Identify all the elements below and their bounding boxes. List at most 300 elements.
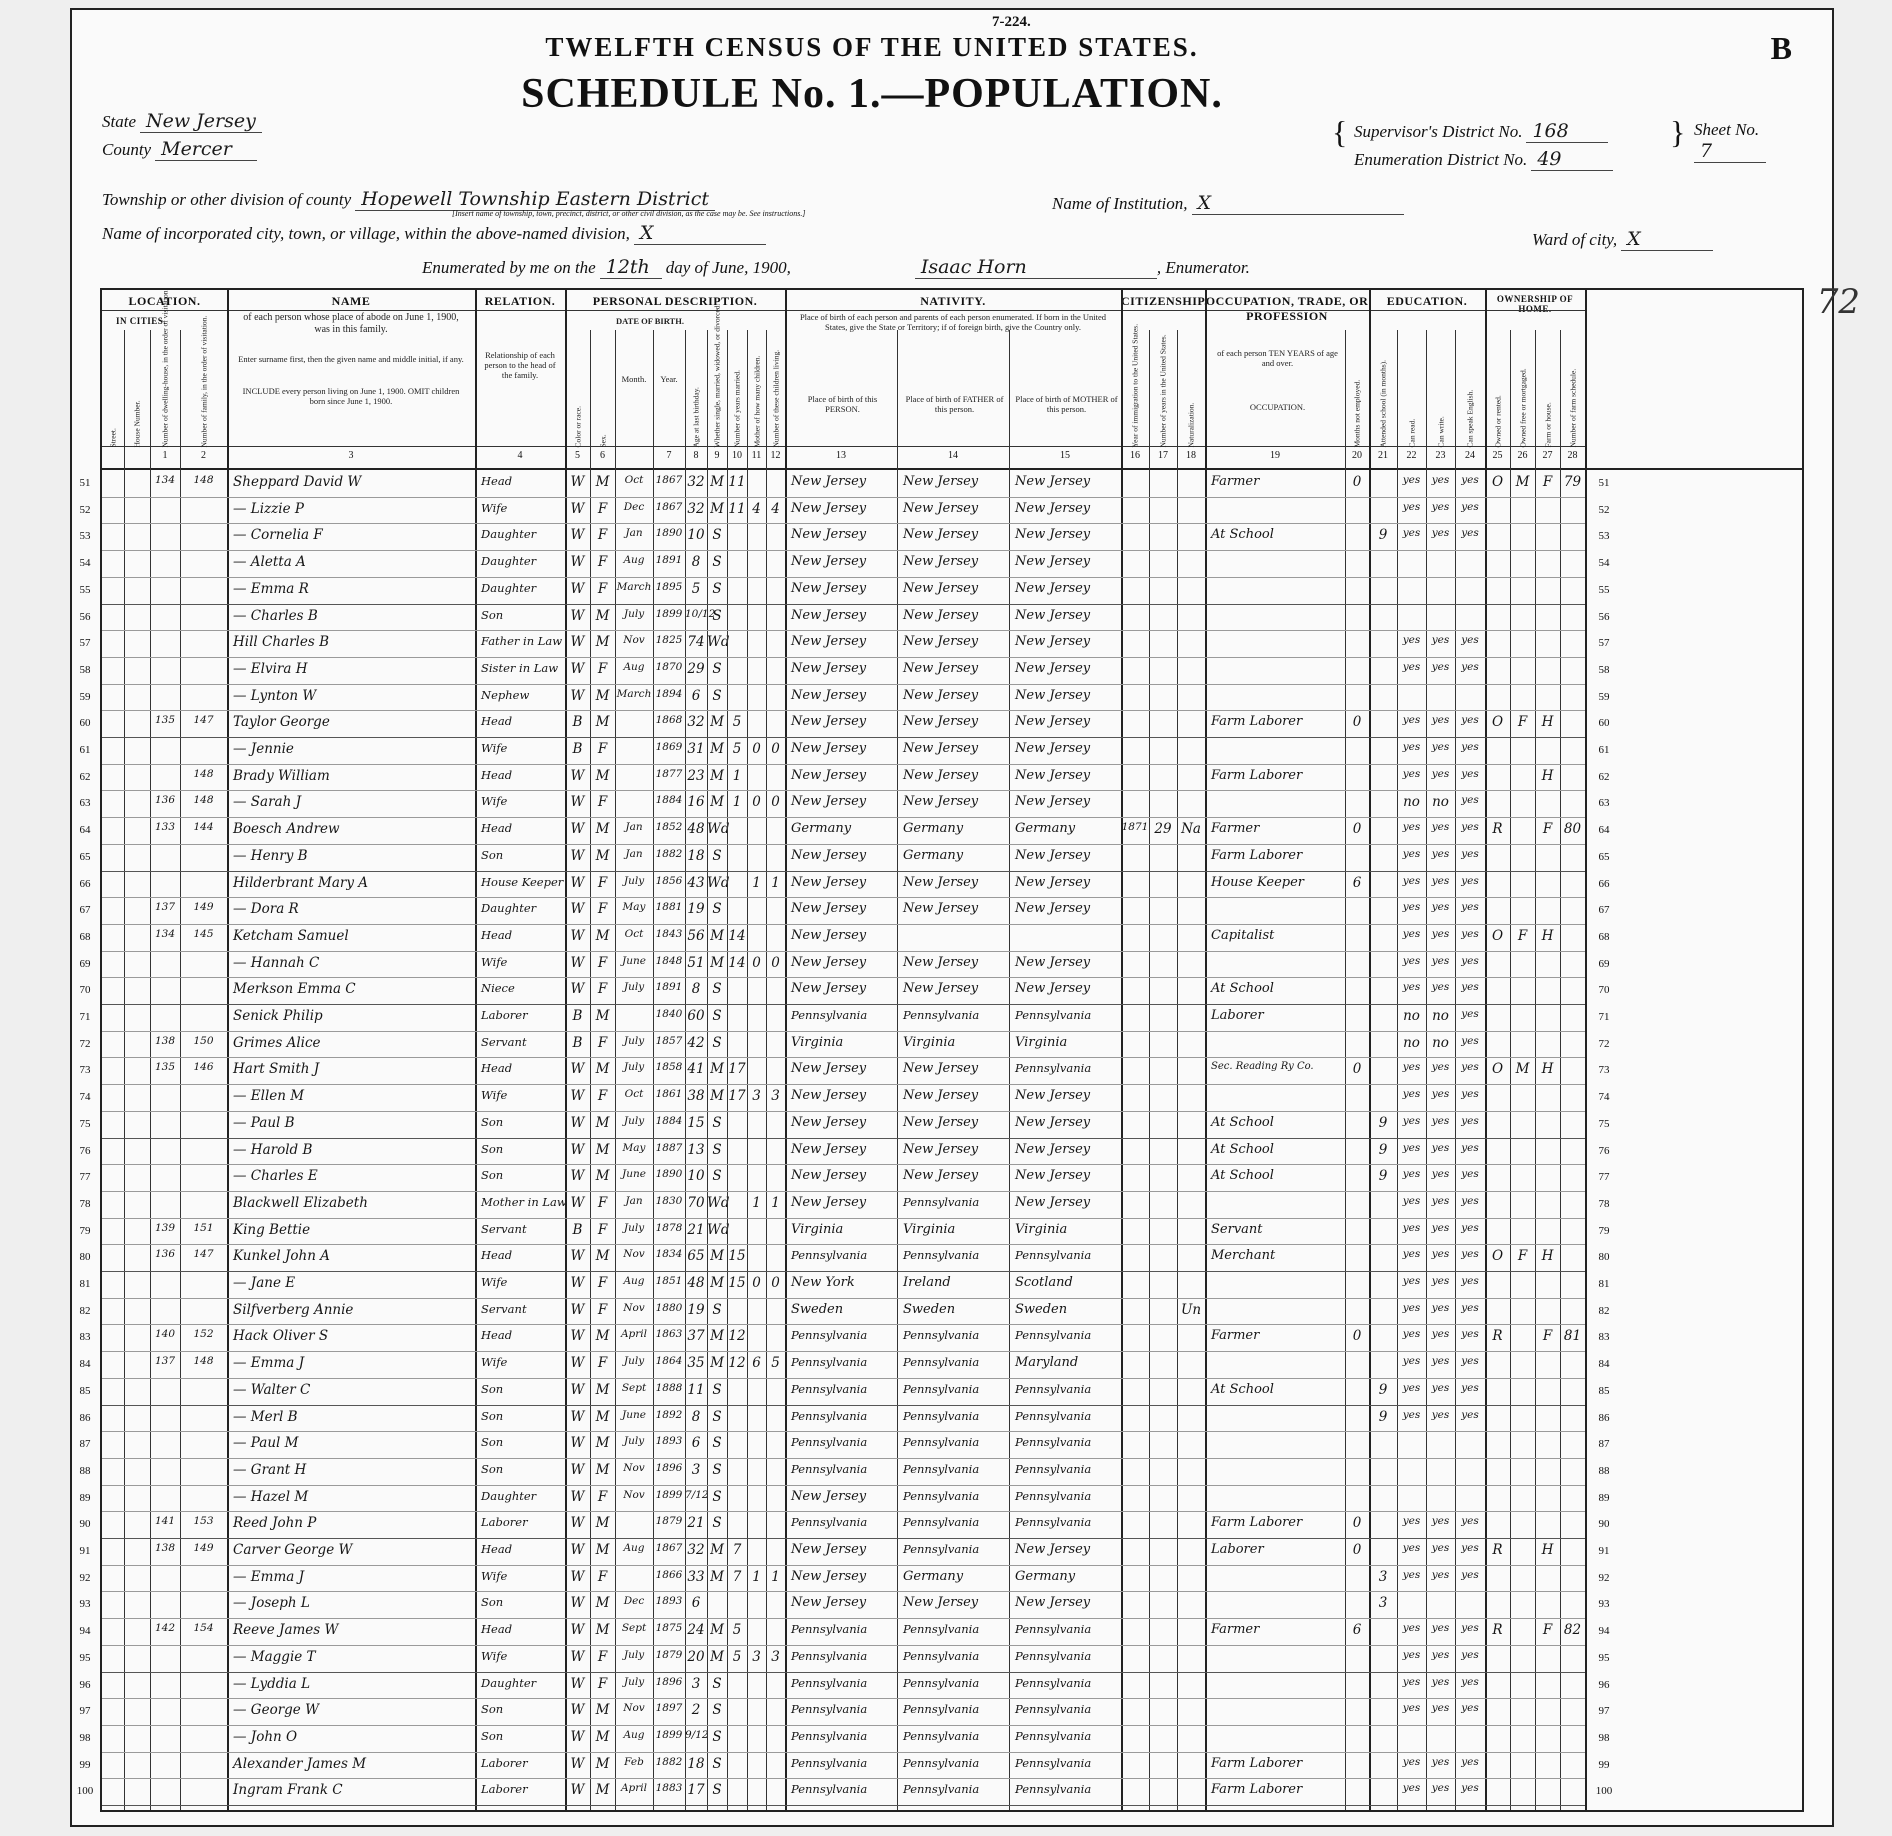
cell-rel: Wife	[481, 1648, 508, 1663]
cell-bp: Pennsylvania	[791, 1328, 868, 1343]
row-number: 63	[79, 797, 91, 810]
column-rule	[727, 330, 728, 1810]
cell-bf: New Jersey	[903, 1595, 979, 1611]
cell-mar: S	[712, 1488, 722, 1505]
column-rule	[747, 330, 748, 1810]
cell-bf: Germany	[903, 847, 964, 863]
cell-en: yes	[1461, 1648, 1479, 1661]
row-number: 75	[1598, 1117, 1610, 1130]
cell-name: Alexander James M	[233, 1755, 367, 1772]
cell-wr: yes	[1431, 927, 1450, 940]
cell-name: — Elvira H	[233, 660, 308, 677]
name-desc-3: INCLUDE every person living on June 1, 1900. OMIT children born since June 1, 1900.	[242, 386, 460, 406]
cell-bp: New Jersey	[791, 1595, 867, 1611]
cell-bf: Pennsylvania	[903, 1461, 980, 1476]
cell-mar: S	[712, 1728, 722, 1745]
cell-ym: 7	[732, 1568, 742, 1585]
row-rule	[102, 737, 1585, 738]
cell-mo: Nov	[623, 1248, 645, 1261]
cell-wr: yes	[1431, 954, 1450, 967]
township-line	[102, 188, 715, 211]
cell-bm: Virginia	[1015, 1221, 1068, 1237]
row-number: 79	[1598, 1224, 1610, 1237]
cell-occ: Farmer	[1211, 821, 1260, 837]
cell-en: yes	[1461, 1194, 1479, 1207]
cell-dw: 140	[154, 1328, 176, 1341]
row-number: 90	[79, 1518, 91, 1531]
cell-sex: M	[595, 1248, 610, 1265]
cell-en: yes	[1461, 1248, 1479, 1261]
group-location: LOCATION.	[128, 294, 201, 308]
cell-name: — Sarah J	[233, 794, 301, 811]
cell-rd: yes	[1402, 901, 1421, 914]
row-rule	[102, 523, 1585, 524]
cell-bf: Pennsylvania	[903, 1248, 980, 1263]
cell-occ: House Keeper	[1211, 874, 1305, 890]
cell-bm: New Jersey	[1015, 847, 1091, 863]
row-number: 61	[79, 744, 91, 756]
cell-occ: Farm Laborer	[1211, 767, 1303, 783]
cell-mo: Sept	[621, 1381, 647, 1394]
cell-bf: Pennsylvania	[903, 1675, 980, 1690]
column-rule	[1009, 330, 1010, 1810]
column-rule	[1510, 330, 1511, 1810]
cell-nat: Un	[1180, 1301, 1202, 1318]
cell-color: B	[572, 1221, 583, 1238]
cell-wr: no	[1432, 794, 1449, 811]
cell-age: 18	[687, 847, 705, 864]
cell-en: yes	[1461, 1034, 1479, 1047]
row-rule	[102, 1138, 1585, 1139]
cell-rd: yes	[1402, 741, 1421, 753]
cell-yr: 1880	[655, 1301, 683, 1314]
cell-bp: New Jersey	[791, 474, 867, 489]
cell-rd: yes	[1402, 847, 1421, 860]
row-number: 55	[79, 583, 91, 596]
cell-rd: yes	[1402, 1542, 1421, 1554]
row-rule	[102, 1271, 1585, 1272]
cell-wr: yes	[1431, 1194, 1450, 1207]
cell-rd: yes	[1402, 1515, 1421, 1528]
cell-me: 0	[1352, 1061, 1362, 1078]
cell-mar: M	[710, 794, 724, 811]
cell-bp: New Jersey	[791, 981, 867, 997]
cell-name: Boesch Andrew	[233, 821, 340, 838]
enum-mid: day of June, 1900,	[665, 258, 791, 277]
cell-age: 7/12	[685, 1488, 709, 1501]
cell-en: yes	[1461, 1355, 1479, 1368]
cell-bm: New Jersey	[1015, 1194, 1091, 1210]
row-rule	[102, 1111, 1585, 1112]
sheet-line	[1694, 120, 1766, 163]
row-number: 92	[1598, 1571, 1610, 1584]
cell-ch: 1	[752, 874, 761, 891]
cell-rel: Son	[481, 1114, 504, 1129]
cell-rel: Nephew	[481, 687, 530, 702]
cell-ym: 5	[732, 1622, 742, 1639]
cell-bp: New Jersey	[791, 1568, 867, 1584]
cell-yr: 1891	[655, 554, 683, 567]
cell-bm: New Jersey	[1015, 1141, 1091, 1157]
row-number: 61	[1598, 744, 1610, 756]
cell-mar: M	[710, 1568, 724, 1585]
city-value: X	[634, 222, 766, 245]
cell-en: yes	[1461, 741, 1479, 753]
cell-rd: yes	[1402, 1782, 1421, 1795]
row-number: 81	[1598, 1278, 1610, 1290]
column-rule	[150, 330, 151, 1810]
cell-bf: Pennsylvania	[903, 1648, 980, 1663]
cell-sex: M	[595, 1515, 610, 1532]
cell-en: yes	[1461, 821, 1479, 834]
row-number: 73	[79, 1064, 91, 1077]
enumeration-line	[1354, 148, 1613, 171]
row-number: 80	[79, 1251, 91, 1264]
cell-color: W	[570, 1168, 585, 1185]
column-rule	[1345, 330, 1346, 1810]
cell-name: Blackwell Elizabeth	[233, 1194, 368, 1211]
cell-en: yes	[1461, 660, 1479, 673]
column-heading-naturalization: Naturalization.	[1186, 402, 1196, 448]
cell-own: R	[1492, 1542, 1503, 1558]
cell-bm: Scotland	[1015, 1275, 1073, 1290]
cell-cl: 3	[771, 1088, 780, 1105]
cell-name: — Harold B	[233, 1141, 313, 1158]
row-number: 97	[1598, 1705, 1610, 1718]
cell-name: Hilderbrant Mary A	[233, 874, 369, 891]
cell-me: 0	[1352, 1328, 1362, 1345]
cell-color: W	[570, 1194, 585, 1211]
cell-yr: 1867	[655, 1542, 683, 1554]
cell-color: W	[570, 607, 585, 624]
cell-fs: 80	[1563, 821, 1582, 838]
cell-ch: 6	[752, 1355, 761, 1372]
cell-fm: F	[1517, 927, 1528, 944]
cell-name: — John O	[233, 1728, 298, 1745]
cell-name: Ingram Frank C	[233, 1782, 343, 1799]
cell-sex: M	[595, 634, 610, 651]
cell-mo: Sept	[621, 1622, 647, 1635]
sheet-label: Sheet No.	[1694, 120, 1760, 139]
cell-sex: M	[595, 767, 610, 784]
cell-fs: 79	[1563, 474, 1582, 490]
cell-fm: F	[1517, 714, 1528, 731]
enumeration-value: 49	[1531, 148, 1613, 171]
column-rule	[180, 330, 181, 1810]
cell-yr: 1825	[655, 634, 683, 647]
cell-sex: M	[595, 1168, 610, 1185]
cell-sex: M	[595, 1728, 610, 1745]
row-number: 91	[1598, 1545, 1610, 1557]
brace-left: {	[1332, 114, 1348, 150]
cell-wr: yes	[1431, 1675, 1450, 1688]
cell-mar: S	[712, 1141, 722, 1158]
institution-value: X	[1192, 192, 1404, 215]
row-number: 70	[79, 984, 91, 997]
cell-bm: New Jersey	[1015, 500, 1091, 516]
cell-age: 8	[691, 554, 701, 571]
cell-rd: yes	[1402, 1755, 1421, 1768]
cell-ch: 1	[752, 1194, 761, 1211]
cell-yr: 1858	[655, 1061, 683, 1074]
cell-color: W	[570, 1381, 585, 1398]
cell-age: 5	[691, 580, 701, 597]
row-number: 64	[79, 824, 91, 837]
cell-yr: 1878	[655, 1221, 683, 1234]
column-rule	[615, 330, 616, 1810]
cell-rd: yes	[1402, 1301, 1421, 1314]
cell-mo: March	[616, 580, 652, 593]
cell-wr: yes	[1431, 1141, 1450, 1154]
cell-name: — Jennie	[233, 741, 294, 757]
row-number: 97	[79, 1705, 91, 1718]
cell-ym: 5	[732, 714, 742, 731]
cell-bf: New Jersey	[903, 741, 979, 756]
cell-fh: F	[1542, 474, 1553, 490]
cell-color: W	[570, 527, 585, 544]
cell-ym: 12	[728, 1355, 746, 1372]
cell-name: — Lyddia L	[233, 1675, 311, 1692]
table-header	[102, 290, 1802, 470]
township-note: [Insert name of township, town, precinct, district, or other civil division, as the case may be. See instructions.]	[452, 209, 806, 218]
cell-ym: 12	[728, 1328, 746, 1345]
column-rule	[685, 330, 686, 1810]
ward-line	[1532, 228, 1713, 251]
cell-occ: Farmer	[1211, 1622, 1260, 1638]
cell-yr: 1890	[655, 1168, 683, 1181]
cell-name: Carver George W	[233, 1542, 353, 1558]
cell-sex: M	[595, 1542, 610, 1558]
cell-mar: S	[712, 580, 722, 597]
cell-sex: F	[597, 1034, 608, 1051]
cell-name: — Lizzie P	[233, 500, 304, 517]
cell-age: 42	[687, 1034, 705, 1051]
cell-bm: New Jersey	[1015, 954, 1091, 970]
township-value: Hopewell Township Eastern District	[355, 188, 715, 211]
state-line	[102, 110, 262, 133]
cell-mar: S	[712, 527, 722, 544]
cell-fam: 144	[193, 821, 214, 834]
row-number: 59	[79, 690, 91, 703]
row-number: 52	[79, 503, 91, 516]
cell-bf: New Jersey	[903, 714, 979, 730]
cell-wr: yes	[1431, 527, 1450, 540]
row-number: 64	[1598, 824, 1610, 837]
census-title: TWELFTH CENSUS OF THE UNITED STATES.	[545, 32, 1199, 62]
cell-sex: F	[597, 874, 608, 891]
row-number: 67	[1598, 904, 1610, 917]
cell-age: 19	[687, 901, 705, 918]
column-number: 18	[1186, 450, 1196, 461]
cell-color: W	[570, 1515, 585, 1532]
cell-age: 9/12	[685, 1728, 709, 1741]
column-rule	[1585, 290, 1587, 1810]
column-number: 23	[1435, 450, 1446, 461]
cell-name: Ketcham Samuel	[233, 927, 349, 944]
row-number: 87	[79, 1438, 91, 1451]
row-rule	[102, 630, 1585, 631]
column-number: 10	[732, 450, 742, 461]
cell-en: yes	[1461, 1515, 1479, 1528]
cell-bf: Pennsylvania	[903, 1515, 980, 1530]
cell-sex: M	[595, 1702, 610, 1719]
row-number: 53	[1598, 530, 1610, 543]
cell-mo: Aug	[623, 1542, 645, 1554]
cell-bp: New Jersey	[791, 1542, 867, 1557]
cell-me: 6	[1352, 1622, 1362, 1639]
cell-rel: Son	[481, 1435, 504, 1450]
row-rule	[102, 790, 1585, 791]
cell-wr: yes	[1431, 1168, 1450, 1181]
column-number: 14	[948, 450, 958, 461]
column-rule	[590, 330, 591, 1810]
cell-bm: New Jersey	[1015, 714, 1091, 730]
cell-rd: yes	[1402, 1648, 1421, 1661]
cell-en: yes	[1461, 1702, 1479, 1715]
cell-mar: M	[710, 474, 724, 490]
cell-bm: New Jersey	[1015, 474, 1091, 489]
cell-color: W	[570, 1355, 585, 1372]
cell-fam: 149	[193, 901, 214, 914]
cell-ym: 15	[728, 1275, 746, 1291]
group-name: NAME	[331, 294, 371, 308]
cell-mar: M	[710, 927, 724, 944]
cell-yr: 1883	[655, 1782, 683, 1795]
cell-occ: At School	[1211, 1141, 1274, 1157]
cell-age: 21	[687, 1221, 705, 1238]
cell-bm: New Jersey	[1015, 607, 1091, 623]
cell-rel: Son	[481, 1168, 504, 1183]
column-number: 8	[693, 450, 699, 461]
month-label: Month.	[621, 374, 647, 384]
column-number: 1	[162, 450, 168, 461]
cell-sex: M	[595, 1114, 610, 1131]
cell-color: W	[570, 687, 585, 704]
cell-fam: 152	[193, 1328, 214, 1341]
cell-color: W	[570, 1275, 585, 1291]
cell-en: yes	[1461, 714, 1479, 727]
cell-rel: Laborer	[481, 1782, 528, 1797]
row-number: 77	[1598, 1171, 1610, 1184]
cell-mo: July	[623, 981, 645, 994]
city-line	[102, 222, 766, 245]
row-rule	[102, 1698, 1585, 1699]
dob-label: DATE OF BIRTH.	[616, 316, 684, 326]
institution-label: Name of Institution,	[1052, 194, 1188, 213]
row-number: 78	[1598, 1197, 1610, 1210]
cell-fam: 148	[193, 474, 214, 486]
cell-fm: F	[1517, 1248, 1528, 1265]
cell-age: 18	[687, 1755, 705, 1772]
cell-wr: yes	[1431, 660, 1450, 673]
cell-mo: Jan	[625, 527, 643, 540]
cell-wr: yes	[1431, 1782, 1450, 1795]
column-rule	[1535, 330, 1536, 1810]
name-desc-2: Enter surname first, then the given name and middle initial, if any.	[238, 354, 464, 364]
cell-bf: Virginia	[903, 1034, 956, 1050]
cell-mo: Nov	[623, 1702, 645, 1715]
cell-en: yes	[1461, 1542, 1479, 1554]
cell-bp: Pennsylvania	[791, 1675, 868, 1690]
cell-wr: yes	[1431, 1114, 1450, 1127]
cell-ym: 14	[728, 927, 746, 944]
cell-bp: New Jersey	[791, 660, 867, 676]
cell-rd: yes	[1402, 1702, 1421, 1715]
cell-yr: 1887	[655, 1141, 683, 1154]
cell-occ: Farm Laborer	[1211, 1755, 1303, 1771]
cell-ym: 5	[732, 1648, 742, 1665]
row-number: 69	[79, 957, 91, 970]
cell-yr: 1830	[655, 1194, 683, 1207]
cell-cl: 1	[771, 1194, 780, 1211]
cell-bp: New Jersey	[791, 554, 867, 570]
state-value: New Jersey	[140, 110, 262, 133]
cell-color: W	[570, 1648, 585, 1665]
cell-bm: Pennsylvania	[1015, 1728, 1092, 1743]
cell-en: yes	[1461, 1622, 1479, 1635]
cell-yus: 29	[1154, 821, 1172, 838]
cell-yr: 1857	[655, 1034, 683, 1047]
cell-color: W	[570, 1061, 585, 1078]
cell-yr: 1877	[655, 767, 683, 780]
cell-mar: M	[710, 500, 724, 517]
row-number: 54	[79, 557, 91, 570]
column-heading-school: Attended school (in months).	[1378, 360, 1388, 448]
row-number: 58	[1598, 663, 1610, 676]
cell-rel: Son	[481, 1381, 504, 1396]
cell-name: — Emma J	[233, 1355, 305, 1372]
row-number: 95	[1598, 1651, 1610, 1664]
row-number: 93	[79, 1598, 91, 1611]
column-number: 22	[1406, 450, 1417, 461]
row-number: 92	[79, 1571, 91, 1584]
cell-mo: Jan	[625, 847, 643, 860]
cell-rel: Head	[481, 821, 513, 836]
cell-bm: Pennsylvania	[1015, 1488, 1092, 1503]
column-rule	[653, 330, 654, 1810]
cell-bp: Pennsylvania	[791, 1248, 868, 1263]
cell-wr: yes	[1431, 714, 1450, 727]
cell-age: 51	[687, 954, 705, 971]
relation-desc: Relationship of each person to the head of the family.	[484, 350, 556, 380]
cell-sex: M	[595, 847, 610, 864]
cell-rel: Son	[481, 1461, 504, 1476]
cell-mar: S	[712, 1782, 722, 1799]
cell-name: Merkson Emma C	[233, 981, 356, 998]
cell-wr: yes	[1431, 1328, 1450, 1341]
cell-name: Reed John P	[233, 1515, 317, 1532]
cell-dw: 134	[154, 927, 176, 940]
cell-wr: yes	[1431, 1221, 1450, 1234]
group-education: EDUCATION.	[1386, 294, 1468, 308]
row-number: 94	[1598, 1625, 1610, 1638]
cell-mo: Nov	[623, 634, 645, 647]
cell-bf: New Jersey	[903, 767, 979, 783]
cell-rd: yes	[1402, 1622, 1421, 1635]
cell-bm: New Jersey	[1015, 1542, 1091, 1557]
cell-sex: F	[597, 1275, 608, 1291]
cell-bm: New Jersey	[1015, 901, 1091, 917]
group-relation: RELATION.	[484, 294, 556, 308]
year-label: Year.	[660, 374, 678, 384]
cell-age: 21	[687, 1515, 705, 1532]
cell-rd: yes	[1402, 634, 1421, 647]
row-number: 79	[79, 1224, 91, 1237]
cell-mo: July	[623, 1355, 645, 1368]
cell-color: W	[570, 1301, 585, 1318]
cell-bp: New Jersey	[791, 1088, 867, 1104]
cell-bp: Pennsylvania	[791, 1381, 868, 1396]
